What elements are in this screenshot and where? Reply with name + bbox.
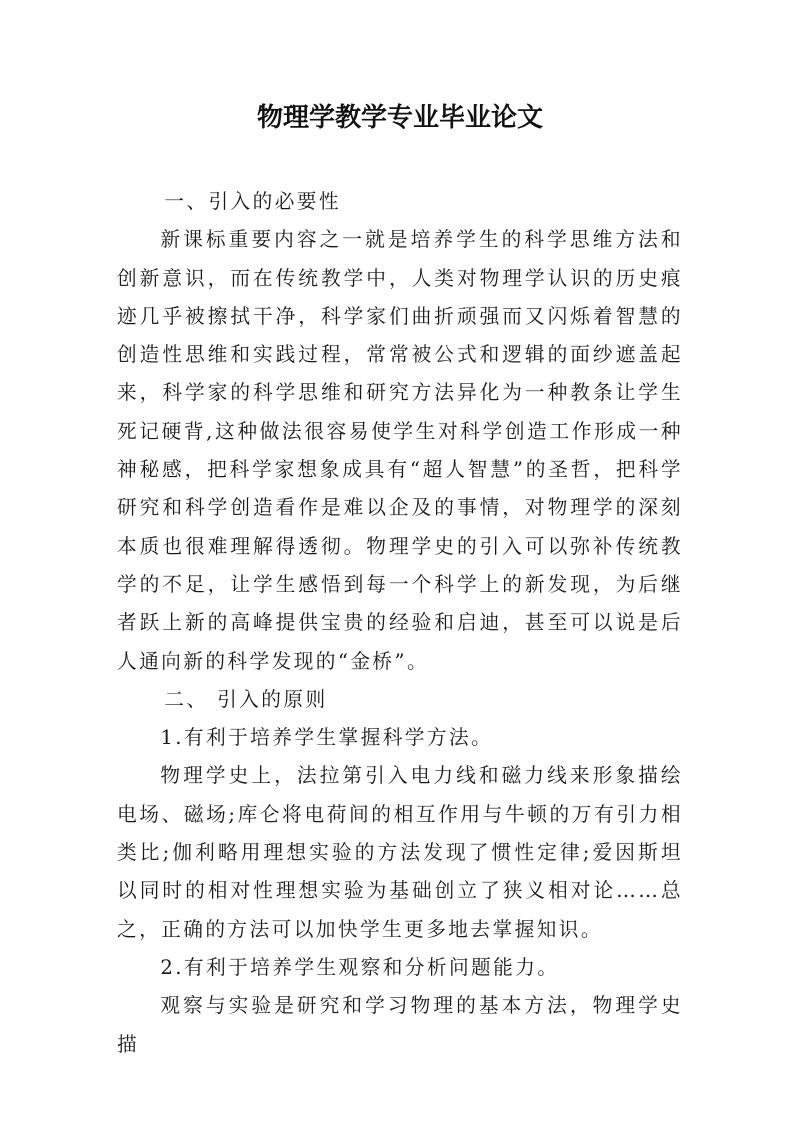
document-title: 物理学教学专业毕业论文: [256, 103, 543, 133]
document-body: [117, 183, 683, 1064]
paragraph-scientific-method: 物理学史上，法拉第引入电力线和磁力线来形象描绘电场、磁场;库仑将电荷间的相互作用与牛顿的万有引力相类比;伽利略用理想实验的方法发现了惯性定律;爱因斯坦以同时的相对性理想实验为基础创立了狭义相对论……总之，正确的方法可以加快学生更多地去掌握知识。: [117, 764, 683, 941]
section-heading-principles: 二、 引入的原则: [164, 687, 328, 711]
paragraph-necessity: 新课标重要内容之一就是培养学生的科学思维方法和创新意识，而在传统教学中，人类对物理学认识的历史痕迹几乎被擦拭干净，科学家们曲折顽强而又闪烁着智慧的创造性思维和实践过程，常常被公式和逻辑的面纱遮盖起来，科学家的科学思维和研究方法异化为一种教条让学生死记硬背,这种做法很容易使学生对科学创造工作形成一种神秘感，把科学家想象成具有“超人智慧”的圣哲，把科学研究和科学创造看作是难以企及的事情，对物理学的深刻本质也很难理解得透彻。物理学史的引入可以弥补传统教学的不足，让学生感悟到每一个科学上的新发现，为后继者跃上新的高峰提供宝贵的经验和启迪，甚至可以说是后人通向新的科学发现的“金桥”。: [117, 228, 683, 673]
subheading-observation-analysis: 2.有利于培养学生观察和分析问题能力。: [160, 955, 560, 979]
section-heading-necessity: 一、引入的必要性: [164, 190, 341, 213]
paragraph-observation-analysis: 观察与实验是研究和学习物理的基本方法，物理学史描: [117, 994, 683, 1056]
subheading-scientific-method: 1.有利于培养学生掌握科学方法。: [160, 726, 494, 750]
